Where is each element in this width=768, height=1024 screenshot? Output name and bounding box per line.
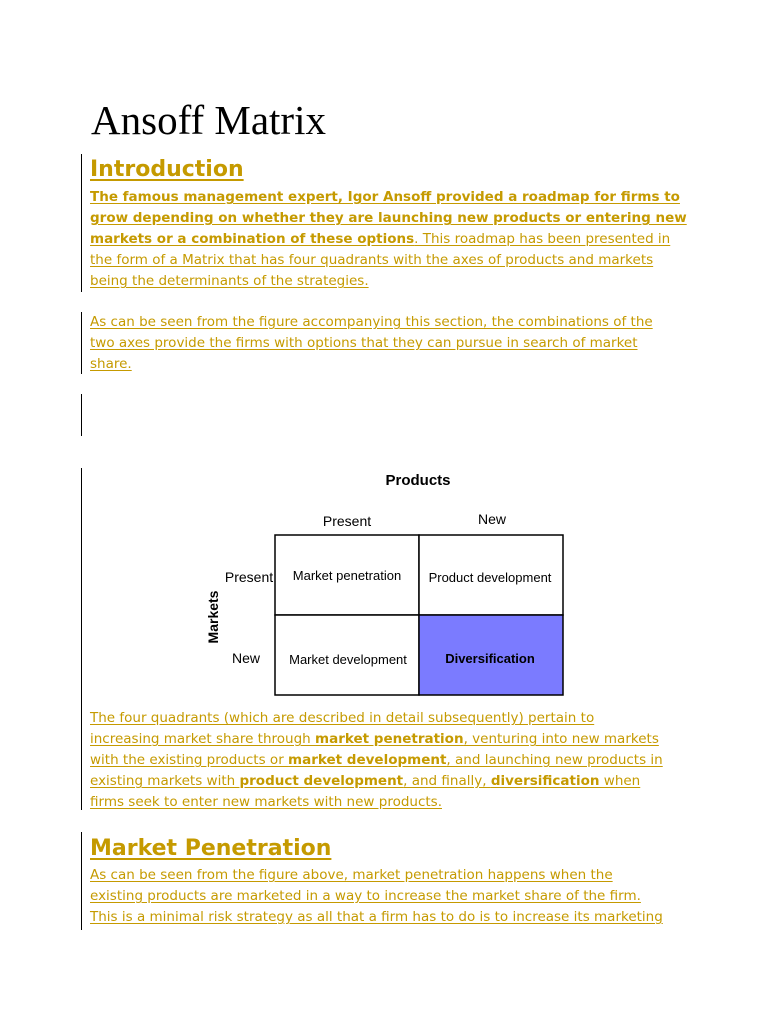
quadrants-line: , and launching new products in (446, 752, 663, 768)
quadrants-line: The four quadrants (which are described in detail subsequently) pertain to (90, 710, 595, 726)
col-new-label: New (477, 511, 507, 527)
quadrants-line: , and finally, (403, 773, 491, 789)
cell-market-penetration-label: Market penetration (292, 568, 402, 583)
intro-line: being the determinants of the strategies. (90, 273, 369, 289)
intro-line: share. (90, 356, 132, 372)
intro-line: grow depending on whether they are launching new products or entering new (90, 210, 687, 226)
quadrants-term: market development (288, 752, 447, 768)
quadrants-line: firms seek to enter new markets with new products. (90, 794, 442, 810)
intro-line: . This roadmap has been presented in (414, 231, 671, 247)
quadrants-line: with the existing products or (90, 752, 289, 768)
section-bar (81, 468, 82, 810)
cell-diversification-label: Diversification (445, 651, 535, 666)
row-present-label: Present (224, 569, 274, 585)
quadrants-line: , venturing into new markets (463, 731, 659, 747)
cell-product-development-label: Product development (428, 570, 552, 585)
market-penetration-heading[interactable]: Market Penetration (90, 836, 332, 861)
quadrants-paragraph[interactable] (90, 708, 690, 813)
section-bar (81, 394, 82, 436)
introduction-heading[interactable]: Introduction (90, 157, 244, 182)
intro-paragraph[interactable] (90, 187, 690, 292)
mp-line: As can be seen from the figure above, market penetration happens when the (90, 867, 613, 883)
intro-line: the form of a Matrix that has four quadrants with the axes of products and markets (90, 252, 654, 268)
section-bar (81, 832, 82, 930)
mp-line: This is a minimal risk strategy as all that a firm has to do is to increase its marketing (90, 909, 663, 925)
intro-line: As can be seen from the figure accompanying this section, the combinations of the (90, 314, 653, 330)
col-present-label: Present (322, 513, 372, 529)
ansoff-matrix-figure (200, 462, 580, 702)
quadrants-line: increasing market share through (90, 731, 316, 747)
cell-market-development-label: Market development (289, 652, 407, 667)
intro-line: two axes provide the firms with options that they can pursue in search of market (90, 335, 638, 351)
products-axis-label: Products (385, 472, 451, 489)
quadrants-term: diversification (490, 773, 600, 789)
quadrants-term: product development (239, 773, 404, 789)
intro-line-bold: markets or a combination of these options (90, 231, 415, 247)
market-penetration-paragraph[interactable] (90, 865, 690, 928)
page-title: Ansoff Matrix (91, 97, 326, 143)
markets-axis-label: Markets (205, 590, 221, 644)
section-bar (81, 154, 82, 292)
row-new-label: New (231, 650, 261, 666)
quadrants-line: when (599, 773, 641, 789)
quadrants-line: existing markets with (90, 773, 240, 789)
section-bar (81, 312, 82, 374)
intro-line: The famous management expert, Igor Ansoff provided a roadmap for firms to (90, 189, 680, 205)
mp-line: existing products are marketed in a way to increase the market share of the firm. (90, 888, 641, 904)
intro-paragraph-2[interactable] (90, 312, 690, 375)
quadrants-term: market penetration (315, 731, 464, 747)
